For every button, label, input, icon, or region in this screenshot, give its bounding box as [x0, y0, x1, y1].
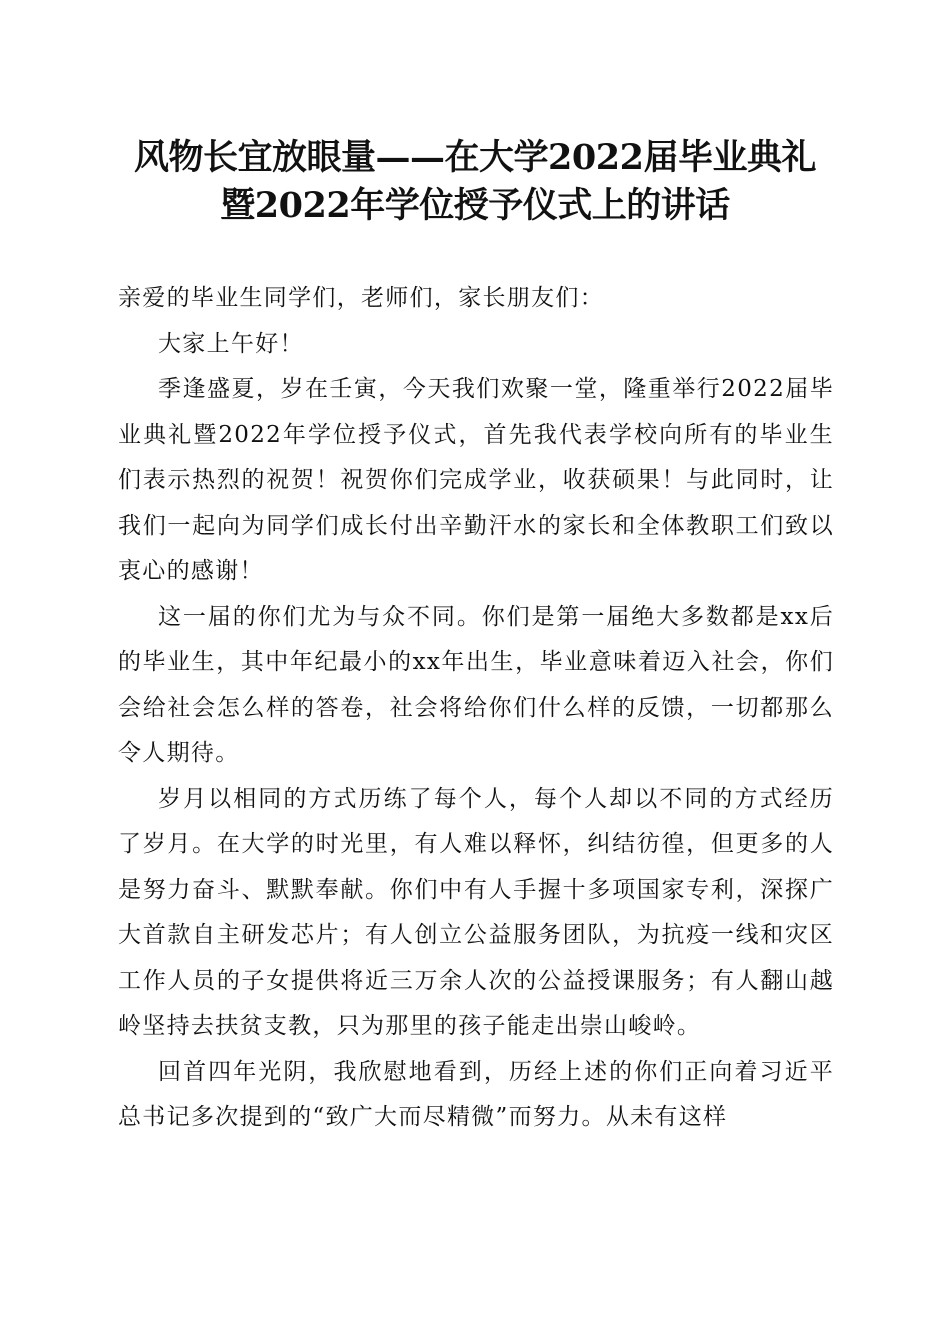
greeting: 大家上午好！: [158, 330, 304, 357]
document-title: [100, 134, 850, 230]
title-line-2: 暨2022年学位授予仪式上的讲话: [220, 185, 730, 226]
paragraph-3: 岁月以相同的方式历练了每个人，每个人却以不同的方式经历了岁月。在大学的时光里，有人难以释怀，纠结彷徨，但更多的人是努力奋斗、默默奉献。你们中有人手握十多项国家专利，深探广大首款自主研发芯片；有人创立公益服务团队，为抗疫一线和灾区工作人员的子女提供将近三万余人次的公益授课服务；有人翻山越岭坚持去扶贫支教，只为那里的孩子能走出崇山峻岭。: [118, 785, 834, 1039]
paragraph-1: 季逢盛夏，岁在壬寅，今天我们欢聚一堂，隆重举行2022届毕业典礼暨2022年学位授予仪式，首先我代表学校向所有的毕业生们表示热烈的祝贺！祝贺你们完成学业，收获硕果！与此同时，让我们一起向为同学们成长付出辛勤汗水的家长和全体教职工们致以衷心的感谢！: [118, 376, 834, 584]
salutation: 亲爱的毕业生同学们，老师们，家长朋友们：: [118, 285, 604, 311]
paragraph-4: 回首四年光阴，我欣慰地看到，历经上述的你们正向着习近平总书记多次提到的“致广大而尽精微”而努力。从未有这样: [118, 1058, 834, 1130]
paragraph-2: 这一届的你们尤为与众不同。你们是第一届绝大多数都是xx后的毕业生，其中年纪最小的xx年出生，毕业意味着迈入社会，你们会给社会怎么样的答卷，社会将给你们什么样的反馈，一切都那么令人期待。: [118, 603, 834, 766]
title-line-1: 风物长宜放眼量——在大学2022届毕业典礼: [134, 137, 816, 178]
document-body: [118, 276, 834, 1141]
